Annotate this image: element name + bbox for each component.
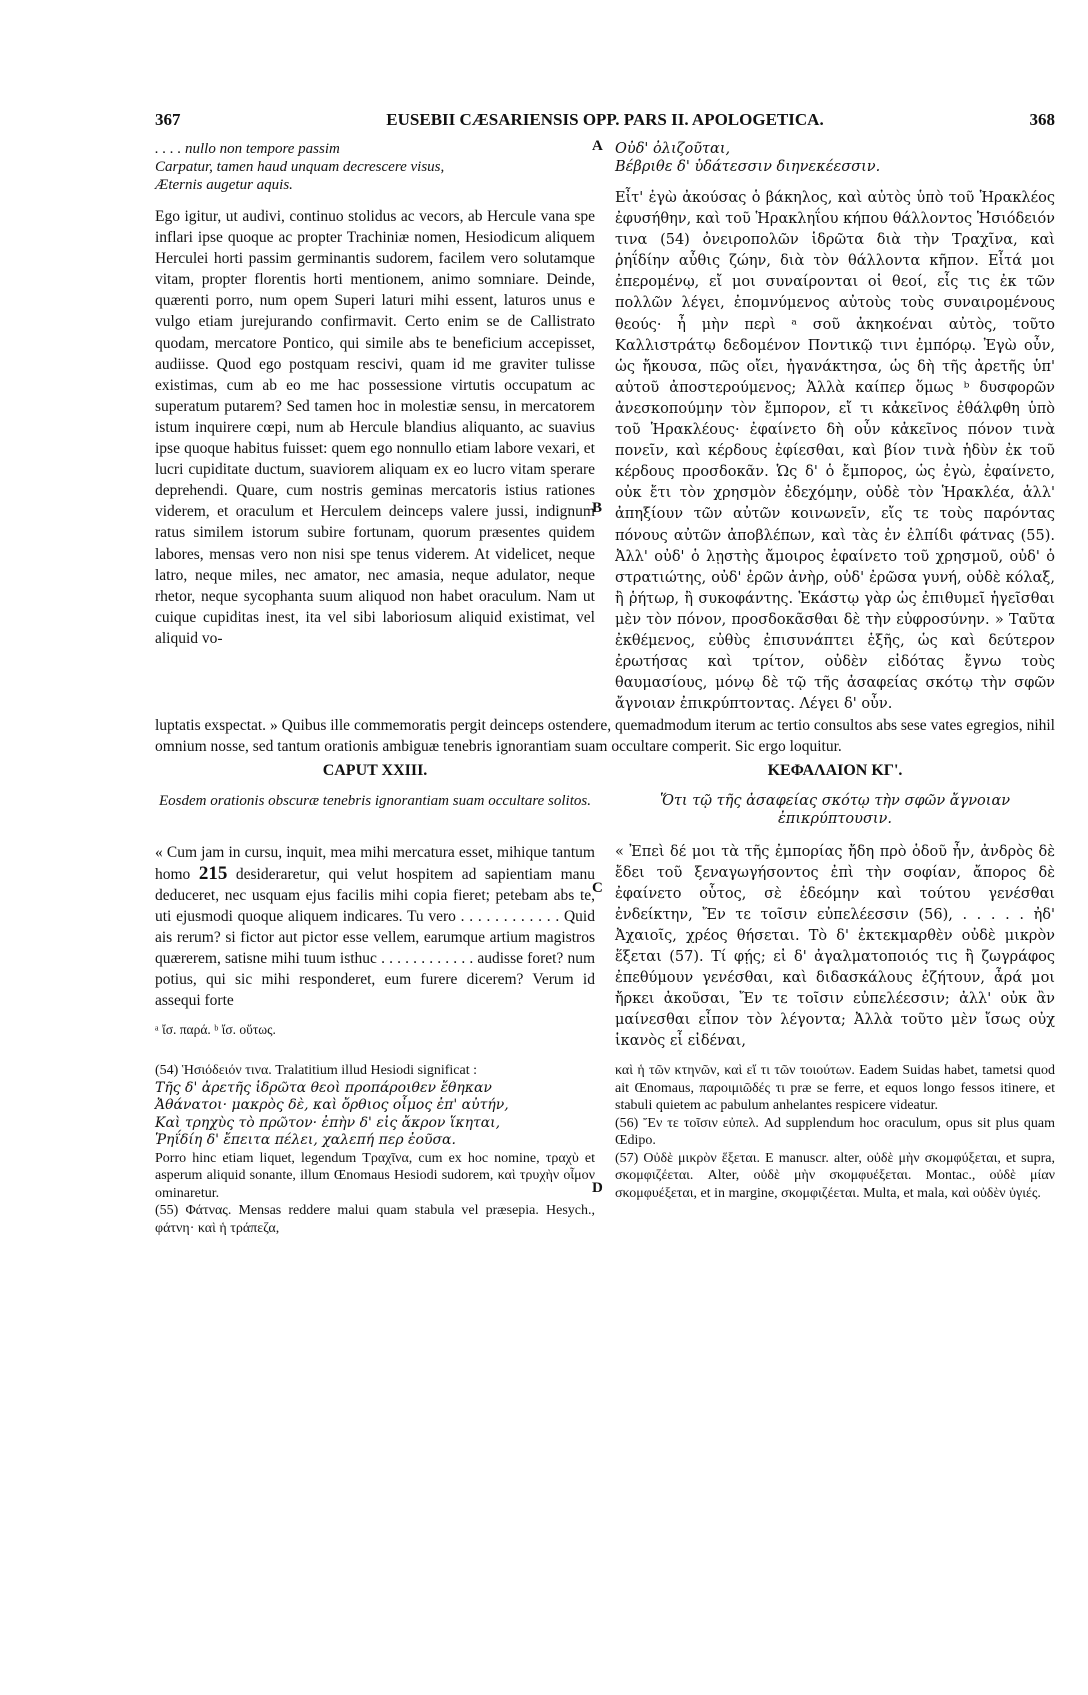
chapter-headings <box>155 762 1055 780</box>
page-number-left: 367 <box>155 110 181 129</box>
note-57: (57) Οὐδὲ μικρὸν ἕξεται. E manuscr. alter, οὐδὲ μὴν σκομφύξεται, et supra, σκομφιζέεται. Alter, οὐδὲ μὴν σκομφυέξεται. Montac., οὐδὲ μίαν σκομφυέξεται, et in margine, σκομφιζέεται. Multa, et mala, καὶ οὐδὲν ὑγιές. <box>615 1150 1055 1201</box>
greek-paragraph-2: « Ἐπεὶ δέ μοι τὰ τῆς ἐμπορίας ἤδη πρὸ ὁδοῦ ἦν, ἀνδρὸς δὲ ἔδει τοῦ ξεναγωγήσοντος ἐπὶ τὴν σοφίαν, ἄπορος δὲ ἐφαίνετο οὗτος, σὲ ἐδεόμην καὶ τούτου γενέσθαι ἐνδείκτην, Ἔν τε τοῖσιν εὐπελέεσσιν (56), . . . . . ἠδ' Ἀχαιοῖς, χρέος θήσεται. Τὸ δ' ἐκτεκμαρθὲν οὐδὲ μικρὸν ἕξεται (57). Τί φῄς; εἰ δ' ἀγαλματοποιός τις ἢ ζωγράφος ἐπεθύμουν γενέσθαι, καὶ διδασκάλους ἐζήτουν, ἆρά μοι ἤρκει ἀκοῦσαι, Ἔν τε τοῖσιν εὐπελέεσσιν; ἀλλ' οὐκ ἂν μαίνεσθαι εἶπον τὸν λέγοντα; Ἀλλὰ τοῦτο μὲν ἴσως οὐχ ἱκανὸς εἶ εἰδέναι, <box>615 843 1055 1050</box>
notes-block <box>155 1062 1055 1237</box>
note-54-verse: Τῆς δ' ἀρετῆς ἱδρῶτα θεοὶ προπάροιθεν ἔθηκαν <box>155 1079 492 1096</box>
greek-column-2 <box>615 842 1055 1053</box>
margin-mark-c: C <box>592 880 603 896</box>
old-page-number: 215 <box>198 862 228 884</box>
note-54-head: (54) Ἡσιόδειόν τινα. Tralatitium illud Hesiodi significat : <box>155 1063 477 1079</box>
greek-verse-line: Οὐδ' ὀλιζοῦται, <box>615 141 731 157</box>
latin-column <box>155 140 595 715</box>
full-width-paragraph: luptatis exspectat. » Quibus ille commemoratis pergit deinceps ostendere, quemadmodum iterum ac tertio consultos abs sese vates egregios, nihil omnium nosse, sed tantum orationis ambiguæ tenebris ignorantiam suam occultare comperit. Sic ergo loquitur. <box>155 717 1055 756</box>
note-54-verse: Καὶ τρηχὺς τὸ πρῶτον· ἐπὴν δ' εἰς ἄκρον ἵκηται, <box>155 1114 501 1131</box>
note-55-cont: καὶ ἡ τῶν κτηνῶν, καὶ εἴ τι τῶν τοιούτων. Eadem Suidas habet, tametsi quod ait Œnomaus, παροιμιῶδές τι præ se ferre, et equos longo fessos itinere, et stabuli quietem ac pabulum anhelantes respicere videatur. <box>615 1063 1055 1114</box>
latin-verse-line: Carpatur, tamen haud unquam decrescere visus, <box>155 159 445 175</box>
footnote-marks: ᵃ ἴσ. παρά. ᵇ ἴσ. οὕτως. <box>155 1022 276 1038</box>
page <box>155 110 1055 1237</box>
chapter-summaries <box>155 792 1055 828</box>
notes-right <box>615 1062 1055 1237</box>
note-56: (56) Ἔν τε τοῖσιν εὐπελ. Ad supplendum hoc oraculum, opus sit plus quam Œdipo. <box>615 1115 1055 1149</box>
greek-column <box>615 140 1055 715</box>
greek-paragraph: Εἶτ' ἐγὼ ἀκούσας ὁ βάκηλος, καὶ αὐτὸς ὑπὸ τοῦ Ἡρακλέος ἐφυσήθην, καὶ τοῦ Ἡρακληΐου κήπου θάλλοντος Ἡσιόδειόν τινα (54) ὀνειροπολῶν ἱδρῶτα διὰ τὴν Τραχῖνα, καὶ ῥηΐδίην αὖθις ζώην, διὰ τὸν θάλλοντα κῆπον. Εἶτά μοι ἐπερομένῳ, εἴ μοι συναίρονται οἱ θεοί, εἷς τις ἐκ τῶν πολλῶν λέγει, ἐπομνύμενος αὐτοὺς τοὺς συναιρομένους θεούς· ἦ μὴν περὶ ᵃ σοῦ ἀκηκοέναι αὐτὸς, τοῦτο Καλλιστράτῳ δεδομένον Ποντικῷ τινι ἐμπόρῳ. Ἐγὼ οὖν, ὡς ἤκουσα, πῶς οἴει, ἠγανάκτησα, ὡς δὴ τῆς ἀρετῆς ὑπ' αὐτοῦ ἀποστερούμενος; Ἀλλὰ καίπερ ὅμως ᵇ δυσφορῶν ἀνεσκοπούμην τὸν ἔμπορον, εἴ τι κἀκεῖνος ἐθάλφθη ὑπὸ τοῦ Ἡρακλέους· ἐφαίνετο δὴ οὖν κἀκεῖνος πόνον τινὰ πονεῖν, καὶ κέρδους ἐφίεσθαι, καὶ βίον τινὰ ἡδὺν ἐκ τοῦ κέρδους προσδοκᾶν. Ὡς δ' ὁ ἔμπορος, ὡς ἐγὼ, ἐφαίνετο, οὐκ ἔτι τὸν χρησμὸν ἐδεχόμην, οὐδὲ τὸν Ἡρακλέα, ἀλλ' ἀπηξίουν τῶν αὐτῶν κοινωνεῖν, εἴς τε τοὺς παρόντας πόνους αὐτῶν ἀποβλέπων, καὶ τὰς ἐν ἐλπίδι φάτνας (55). Ἀλλ' οὐδ' ὁ λῃστὴς ἄμοιρος ἐφαίνετο τοῦ χρησμοῦ, οὐδ' ὁ στρατιώτης, οὐδ' ἐρῶν ἀνὴρ, οὐδ' ἐρῶσα γυνή, οὐδὲ κόλαξ, ἢ ῥήτωρ, ἢ συκοφάντης. Ἑκάστῳ γὰρ ὡς ἐπιθυμεῖ ἡγεῖσθαι μὲν τὸν πόνον, προσδοκᾶσθαι δὲ τὴν εὐφροσύνην. » Ταῦτα ἐκθέμενος, εὐθὺς ἐπισυνάπτει ἑξῆς, ὡς καὶ δεύτερον ἐρωτήσας καὶ τρίτον, οὐδὲν εἰδότας ἔγνω τοὺς θαυμασίους, μόνῳ δὲ τῷ τῆς ἀσαφείας σκότῳ τὴν σφῶν ἄγνοιαν ἐπικρύπτοντας. Λέγει δ' οὖν. <box>615 190 1055 713</box>
chapter-heading-greek: ΚΕΦΑΛΑΙΟΝ ΚΓ'. <box>767 761 903 779</box>
latin-verse-line: . . . . nullo non tempore passim <box>155 141 340 157</box>
margin-mark-d: D <box>592 1180 603 1196</box>
latin-paragraph-2-rest: desideraretur, qui velut hospitem ad sapientiam manu deduceret, nec usquam ejus facilis mihi copia fieret; petebam abs te, uti ejusmodi quoque aliquem indicares. Tu vero . . . . . . . . . . . . Quid ais rerum? si fictor aut pictor esse vellem, earumque artium magistros quærerem, satisne mihi tuum isthuc . . . . . . . . . . . . audisse foret? num potius, qui sic mihi responderet, eum furere dicerem? Verum id assequi forte <box>155 865 596 1010</box>
latin-column-2 <box>155 842 595 1053</box>
latin-verse-line: Æternis augetur aquis. <box>155 177 293 193</box>
greek-verse <box>615 140 1055 176</box>
latin-paragraph: Ego igitur, ut audivi, continuo stolidus ac vecors, ab Hercule vana spe inflari ipse quoque ac propter Trachiniæ nomen, Hesiodicum aliquem Herculei horti passim germinantis sudorem, facilem vero solutamque vitam, propter florentis horti mentionem, animo somniare. Deinde, quærenti porro, num opem Superi laturi mihi essent, laturos unus e vulgo etiam jurejurando confirmavit. Certo enim se de Callistrato quodam, mercatore Pontico, qui simile abs te beneficium accepisset, audiisse. Quod ego postquam rescivi, quam id me graviter tulisse existimas, cum ab eo me hac possessione virtutis occupatum ac superatum putarem? Sed tamen hoc in molestiæ sensu, in mercatorem istum inquirere cœpi, num ab Hercule blandius aliquanto, ac suavius ipse quoque habitus fuisset: quem ego nonnullo etiam labore vexari, et lucri cupiditate ductum, suaviorem aliquam ex eo lucro vitam sperare deprehendi. Quare, cum nostris geminas mercatoris istius rationes viderem, et oraculum et Herculem deinceps valere jussi, indignum ratus similem istorum subire fortunam, quorum præsentes quidem labores, mensas vero non nisi spe tenus viderem. At videlicet, neque latro, neque miles, nec amator, nec amasia, neque adulator, neque rhetor, neque sycophanta suum aliquod non habet oraculum. Nam ut cuique cupiditas inest, ita vel sibi laboriosum aliquid existimat, vel aliquid vo- <box>155 208 595 647</box>
two-column-block-2 <box>155 842 1055 1053</box>
note-54-verse: Ῥηΐδίη δ' ἔπειτα πέλει, χαλεπή περ ἐοῦσα. <box>155 1132 456 1149</box>
chapter-summary-greek: Ὅτι τῷ τῆς ἀσαφείας σκότῳ τὴν σφῶν ἄγνοιαν ἐπικρύπτουσιν. <box>659 792 1011 827</box>
running-header <box>155 110 1055 134</box>
chapter-heading-latin: CAPUT XXIII. <box>322 761 428 779</box>
note-54-body: Porro hinc etiam liquet, legendum Τραχῖνα, cum ex hoc nomine, τραχὺ et asperum aliquid sonante, illum Œnomaus Hesiodi sudorem, καὶ τρυχὴν οἶμον ominaretur. <box>155 1150 595 1201</box>
greek-verse-line: Βέβριθε δ' ὑδάτεσσιν διηνεκέεσσιν. <box>615 159 881 175</box>
running-title: EUSEBII CÆSARIENSIS OPP. PARS II. APOLOGETICA. <box>386 110 824 129</box>
two-column-block-1 <box>155 140 1055 715</box>
margin-mark-b: B <box>592 500 603 516</box>
page-number-right: 368 <box>1029 110 1055 129</box>
latin-paragraph-2-start: « Cum jam in cursu, inquit, mea mihi mercatura esset, mihique tantum homo <box>155 843 595 883</box>
note-54-verse: Ἀθάνατοι· μακρὸς δὲ, καὶ ὄρθιος οἶμος ἐπ' αὐτήν, <box>155 1097 509 1114</box>
latin-paragraph-2 <box>155 842 595 1012</box>
latin-verse <box>155 140 595 194</box>
chapter-summary-latin: Eosdem orationis obscuræ tenebris ignorantiam suam occultare solitos. <box>159 792 591 809</box>
note-55: (55) Φάτνας. Mensas reddere malui quam stabula vel præsepia. Hesych., φάτνη· καὶ ἡ τράπεζα, <box>155 1203 595 1236</box>
notes-left <box>155 1062 595 1237</box>
margin-mark-a: A <box>592 138 603 154</box>
